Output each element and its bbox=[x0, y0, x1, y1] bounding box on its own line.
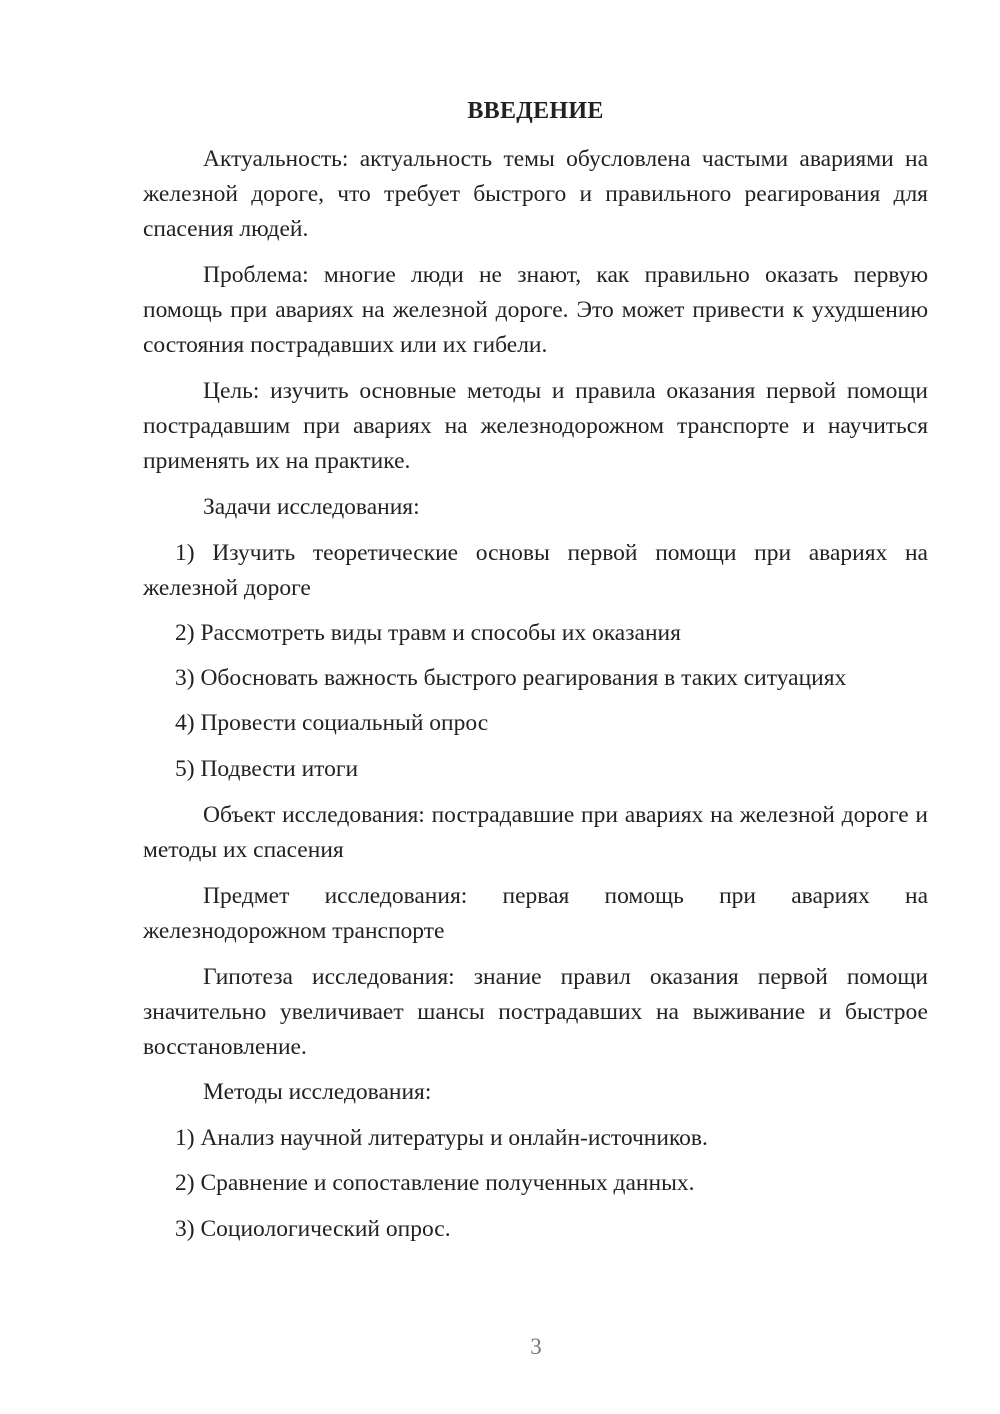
object-paragraph: Объект исследования: пострадавшие при авариях на железной дороге и методы их спасения bbox=[143, 802, 928, 863]
method-item-3: 3) Социологический опрос. bbox=[175, 1216, 451, 1242]
method-item-1: 1) Анализ научной литературы и онлайн-источников. bbox=[175, 1125, 708, 1151]
subject-paragraph: Предмет исследования: первая помощь при авариях на железнодорожном транспорте bbox=[143, 883, 928, 944]
task-item-1: 1) Изучить теоретические основы первой помощи при авариях на железной дороге bbox=[143, 540, 928, 601]
tasks-heading: Задачи исследования: bbox=[203, 494, 420, 520]
hypothesis-paragraph: Гипотеза исследования: знание правил оказания первой помощи значительно увеличивает шансы пострадавших на выживание и быстрое восстановление. bbox=[143, 964, 928, 1060]
task-item-3: 3) Обосновать важность быстрого реагирования в таких ситуациях bbox=[175, 665, 847, 691]
task-item-4: 4) Провести социальный опрос bbox=[175, 710, 489, 736]
page-title: ВВЕДЕНИЕ bbox=[467, 98, 604, 124]
problem-paragraph: Проблема: многие люди не знают, как правильно оказать первую помощь при авариях на железной дороге. Это может привести к ухудшению состояния пострадавших или их гибели. bbox=[143, 262, 928, 358]
goal-paragraph: Цель: изучить основные методы и правила оказания первой помощи пострадавшим при авариях на железнодорожном транспорте и научиться применять их на практике. bbox=[143, 378, 928, 474]
task-item-2: 2) Рассмотреть виды травм и способы их оказания bbox=[175, 620, 681, 646]
method-item-2: 2) Сравнение и сопоставление полученных данных. bbox=[175, 1170, 695, 1196]
methods-heading: Методы исследования: bbox=[203, 1079, 432, 1105]
page-number: 3 bbox=[530, 1334, 542, 1359]
relevance-paragraph: Актуальность: актуальность темы обусловлена частыми авариями на железной дороге, что требует быстрого и правильного реагирования для спасения людей. bbox=[143, 146, 928, 242]
task-item-5: 5) Подвести итоги bbox=[175, 756, 359, 782]
